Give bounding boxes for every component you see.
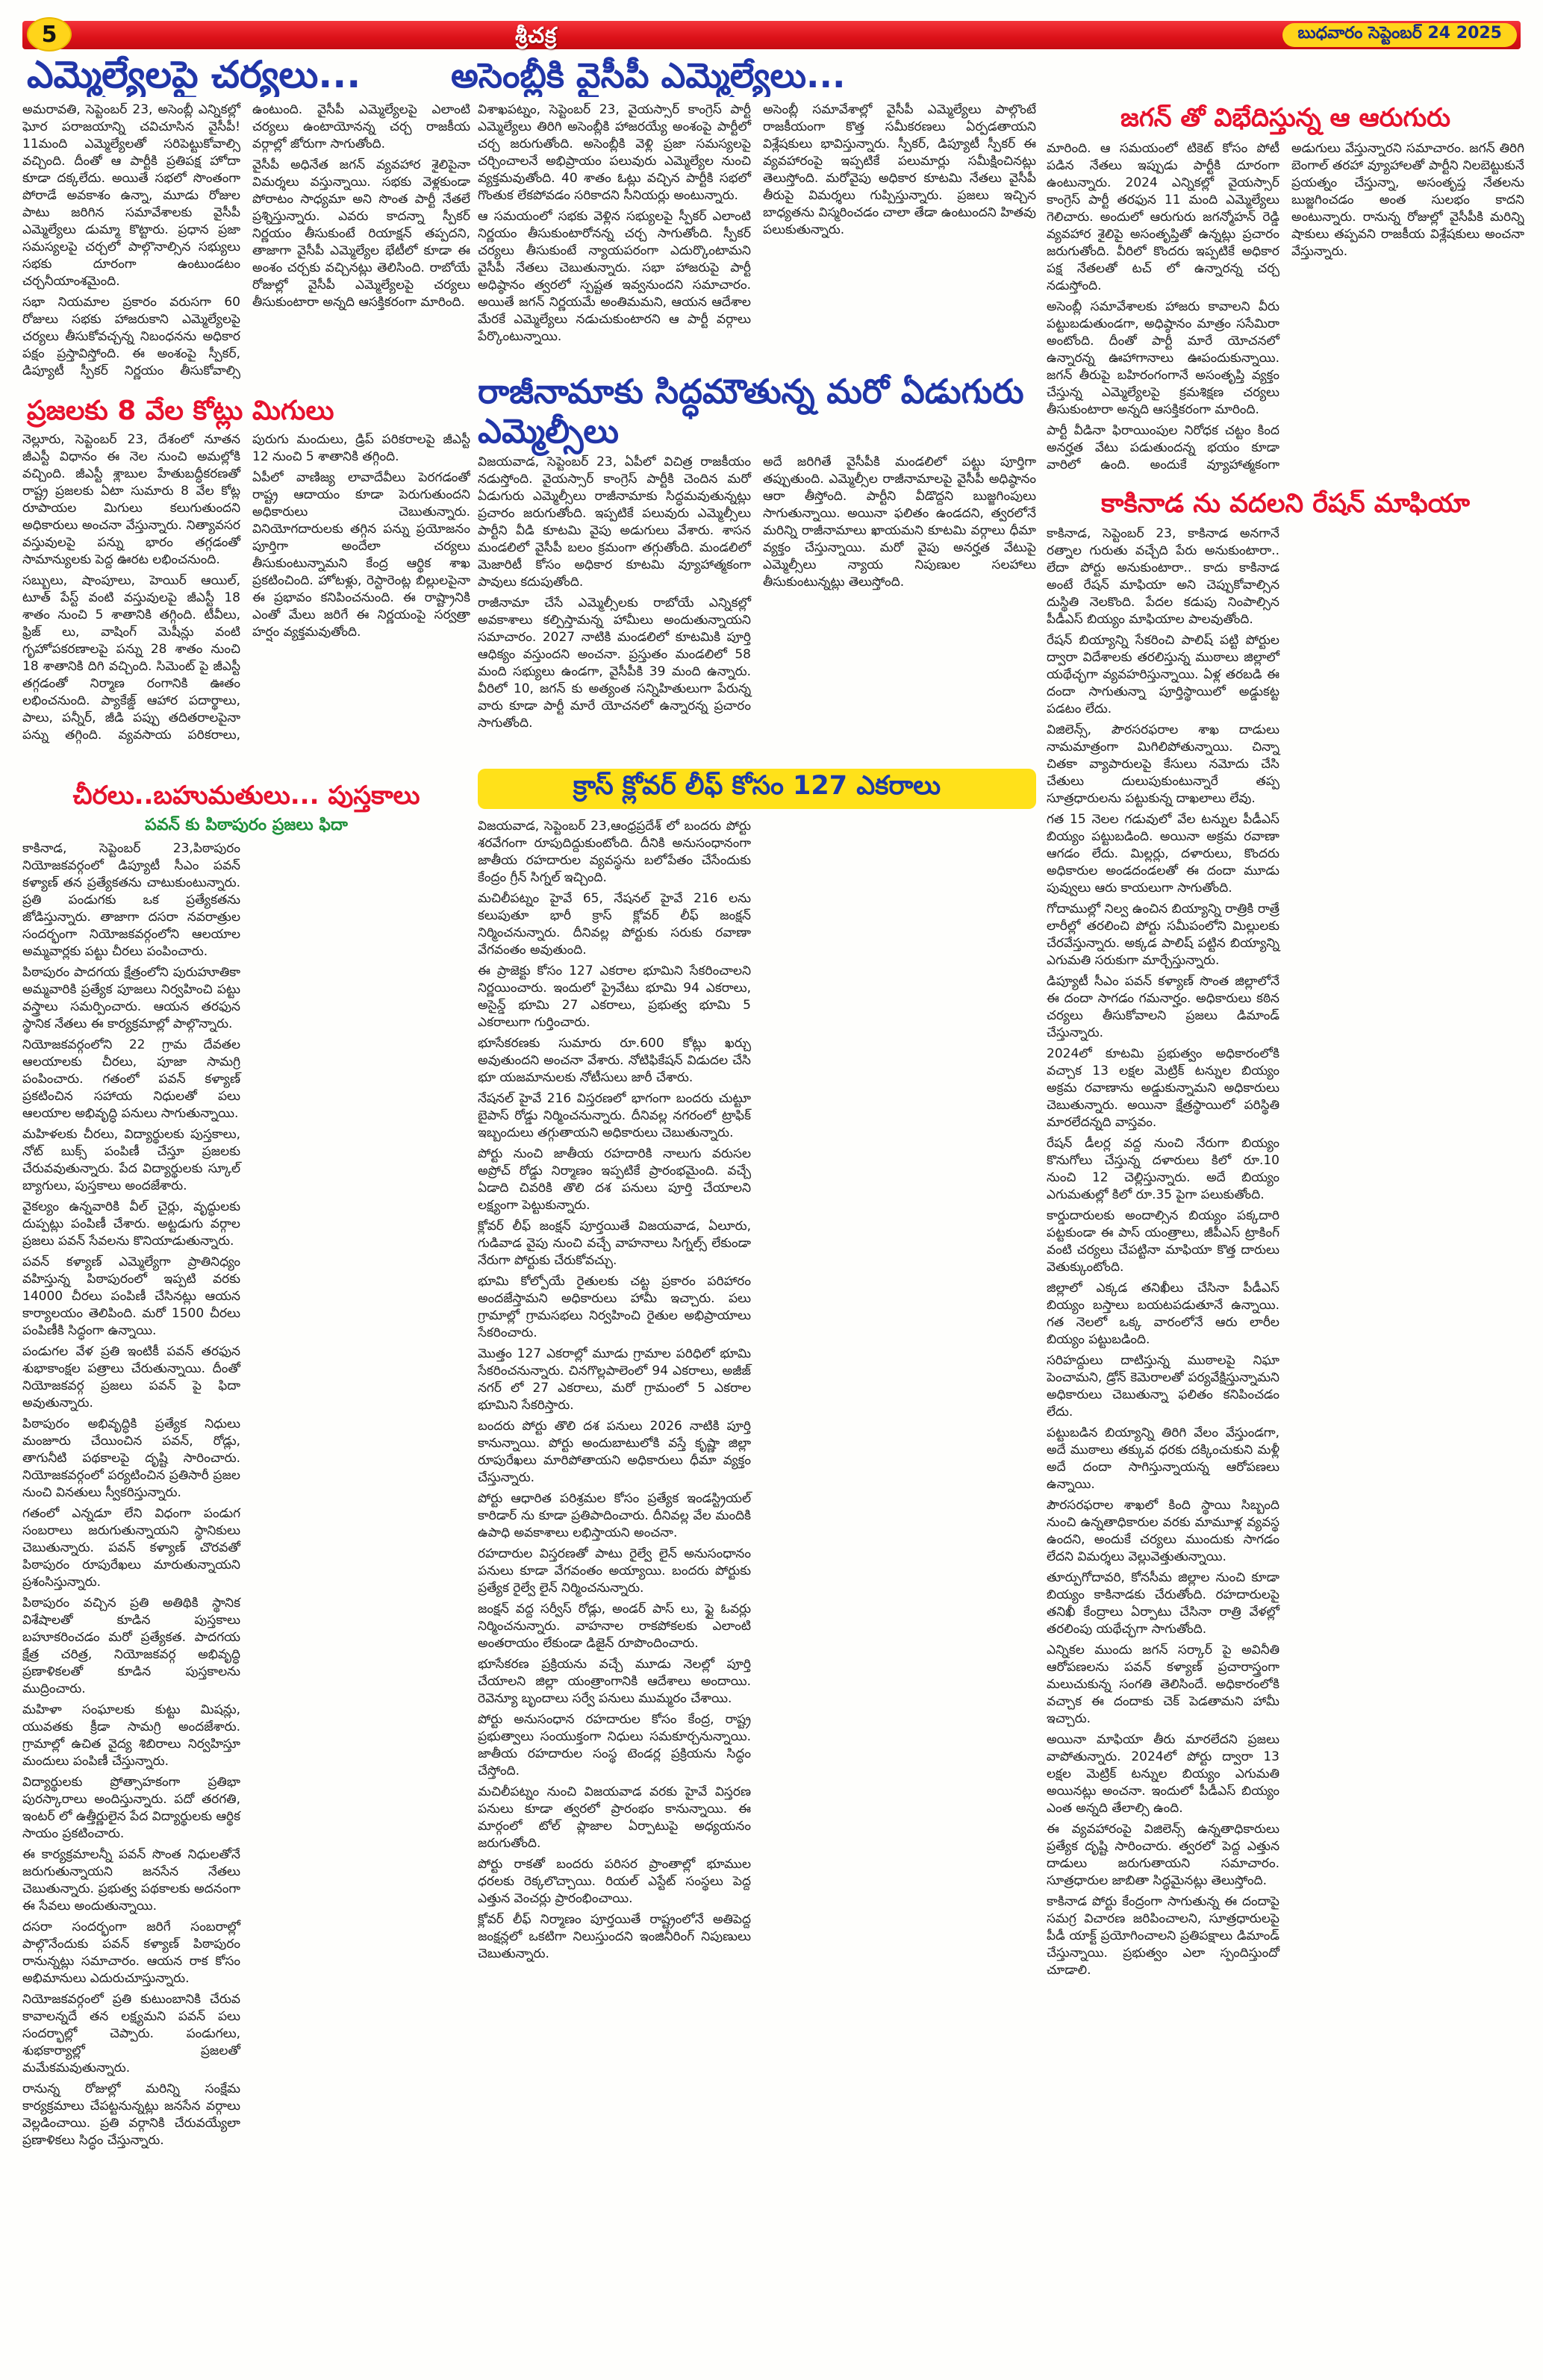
paragraph: మహిళా సంఘాలకు కుట్టు మిషన్లు, యువతకు క్రీడా సామగ్రి అందజేశారు. గ్రామాల్లో ఉచిత వైద్య శిబిరాలు నిర్వహిస్తూ మందులు పంపిణీ చేస్తున్నారు. — [22, 1702, 240, 1769]
paragraph: మహిళలకు చీరలు, విద్యార్థులకు పుస్తకాలు, నోట్ బుక్స్ పంపిణీ చేస్తూ ప్రజలకు చేరువవుతున్నారు. పేద విద్యార్థులకు స్కూల్ బ్యాగులు, పుస్తకాలు అందజేశారు. — [22, 1127, 240, 1193]
paragraph: భూసేకరణ ప్రక్రియను వచ్చే మూడు నెలల్లో పూర్తి చేయాలని జిల్లా యంత్రాంగానికి ఆదేశాలు అందాయి. రెవెన్యూ బృందాలు సర్వే పనులు ముమ్మరం చేశాయి. — [478, 1657, 751, 1706]
paragraph: వైసీపీ అధినేత జగన్ వ్యవహార శైలిపైనా విమర్శలు వస్తున్నాయి. సభకు వెళ్లకుండా పోరాటం సాధ్యమా అని సొంత పార్టీ నేతలే ప్రశ్నిస్తున్నారు. ఎవరు కాదన్నా స్పీకర్ నిర్ణయం తీసుకుంటే రియాక్షన్ తప్పదని, తాజాగా వైసీపీ ఎమ్మెల్యేల భేటీలో కూడా ఈ అంశం చర్చకు వచ్చినట్లు తెలిసింది. రాబోయే రోజుల్లో వైసీపీ ఎమ్మెల్యేలపై చర్యలు తీసుకుంటారా అన్నది ఆసక్తికరంగా మారింది. — [252, 157, 470, 310]
headline-ration-mafia: కాకినాడ ను వదలని రేషన్ మాఫియా — [1100, 489, 1471, 519]
paragraph: గోదాముల్లో నిల్వ ఉంచిన బియ్యాన్ని రాత్రికి రాత్రే లారీల్లో తరలించి పోర్టు సమీపంలోని మిల్లులకు చేరవేస్తున్నారు. అక్కడ పాలిష్ పట్టిన బియ్యాన్ని ఎగుమతి సరుకుగా మార్చేస్తున్నారు. — [1047, 902, 1279, 968]
article-assembly-ycp-body — [478, 101, 1036, 367]
paragraph: కార్డుదారులకు అందాల్సిన బియ్యం పక్కదారి పట్టకుండా ఈ పాస్ యంత్రాలు, జీపీఎస్ ట్రాకింగ్ వంటి చర్యలు చేపట్టినా మాఫియా కొత్త దారులు వెతుక్కుంటోంది. — [1047, 1208, 1279, 1275]
paragraph: డిప్యూటీ సీఎం పవన్ కళ్యాణ్ సొంత జిల్లాలోనే ఈ దందా సాగడం గమనార్హం. అధికారులు కఠిన చర్యలు తీసుకోవాలని ప్రజలు డిమాండ్ చేస్తున్నారు. — [1047, 974, 1279, 1040]
paragraph: దసరా సందర్భంగా జరిగే సంబరాల్లో పాల్గొనేందుకు పవన్ కళ్యాణ్ పిఠాపురం రానున్నట్లు సమాచారం. ఆయన రాక కోసం అభిమానులు ఎదురుచూస్తున్నారు. — [22, 1920, 240, 1986]
paragraph: విజిలెన్స్, పౌరసరఫరాల శాఖ దాడులు నామమాత్రంగా మిగిలిపోతున్నాయి. చిన్నా చితకా వ్యాపారులపై కేసులు నమోదు చేసి చేతులు దులుపుకుంటున్నారే తప్ప సూత్రధారులను పట్టుకున్న దాఖలాలు లేవు. — [1047, 722, 1279, 806]
paragraph: ఈ ప్రాజెక్టు కోసం 127 ఎకరాల భూమిని సేకరించాలని నిర్ణయించారు. ఇందులో ప్రైవేటు భూమి 94 ఎకరాలు, అసైన్డ్ భూమి 27 ఎకరాలు, ప్రభుత్వ భూమి 5 ఎకరాలుగా గుర్తించారు. — [478, 963, 751, 1030]
paragraph: కాకినాడ, సెప్టెంబర్ 23, కాకినాడ అనగానే రత్నాల గురుతు వచ్చేది పేరు అనుకుంటారా.. లేదా పోర్టు అనుకుంటారా.. కాదు కాకినాడ అంటే రేషన్ మాఫియా అని చెప్పుకోవాల్సిన దుస్థితి నెలకొంది. పేదల కడుపు నింపాల్సిన పీడీఎస్ బియ్యం మాఫియాల పాలవుతోంది. — [1047, 526, 1279, 627]
paragraph: విద్యార్థులకు ప్రోత్సాహకంగా ప్రతిభా పురస్కారాలు అందిస్తున్నారు. పదో తరగతి, ఇంటర్ లో ఉత్తీర్ణులైన పేద విద్యార్థులకు ఆర్థిక సాయం ప్రకటించారు. — [22, 1775, 240, 1841]
subhead-sarees-gifts: పవన్ కు పిఠాపురం ప్రజలు ఫిదా — [145, 816, 348, 834]
paragraph: పోర్టు ఆధారిత పరిశ్రమల కోసం ప్రత్యేక ఇండస్ట్రియల్ కారిడార్ ను కూడా ప్రతిపాదించారు. దీనివల్ల వేల మందికి ఉపాధి అవకాశాలు లభిస్తాయని అంచనా. — [478, 1491, 751, 1540]
paragraph: గతంలో ఎన్నడూ లేని విధంగా పండుగ సంబరాలు జరుగుతున్నాయని స్థానికులు చెబుతున్నారు. పవన్ కళ్యాణ్ చొరవతో పిఠాపురం రూపురేఖలు మారుతున్నాయని ప్రశంసిస్తున్నారు. — [22, 1506, 240, 1590]
paragraph: పౌరసరఫరాల శాఖలో కింది స్థాయి సిబ్బంది నుంచి ఉన్నతాధికారుల వరకు మామూళ్ల వ్యవస్థ ఉందని, అందుకే చర్యలు ముందుకు సాగడం లేదని విమర్శలు వెల్లువెత్తుతున్నాయి. — [1047, 1498, 1279, 1564]
paragraph: పోర్టు రాకతో బందరు పరిసర ప్రాంతాల్లో భూముల ధరలకు రెక్కలొచ్చాయి. రియల్ ఎస్టేట్ సంస్థలు పెద్ద ఎత్తున వెంచర్లు ప్రారంభించాయి. — [478, 1857, 751, 1906]
paragraph: పిఠాపురం అభివృద్ధికి ప్రత్యేక నిధులు మంజూరు చేయించిన పవన్, రోడ్లు, తాగునీటి పథకాలపై దృష్టి సారించారు. నియోజకవర్గంలో పర్యటించిన ప్రతిసారీ ప్రజల నుంచి వినతులు స్వీకరిస్తున్నారు. — [22, 1417, 240, 1500]
paragraph: రానున్న రోజుల్లో మరిన్ని సంక్షేమ కార్యక్రమాలు చేపట్టనున్నట్లు జనసేన వర్గాలు వెల్లడించాయి. ప్రతి వర్గానికి చేరువయ్యేలా ప్రణాళికలు సిద్ధం చేస్తున్నారు. — [22, 2081, 240, 2148]
paragraph: అయినా మాఫియా తీరు మారలేదని ప్రజలు వాపోతున్నారు. 2024లో పోర్టు ద్వారా 13 లక్షల మెట్రిక్ టన్నుల బియ్యం ఎగుమతి అయినట్లు అంచనా. ఇందులో పీడీఎస్ బియ్యం ఎంత అన్నది తేలాల్సి ఉంది. — [1047, 1732, 1279, 1816]
paragraph: సభా నియమాల ప్రకారం వరుసగా 60 రోజులు సభకు హాజరుకాని ఎమ్మెల్యేలపై చర్యలు తీసుకోవచ్చన్న నిబంధనను అధికార పక్షం ప్రస్తావిస్తోంది. ఈ అంశంపై స్పీకర్, డిప్యూటీ స్పీకర్ నిర్ణయం తీసుకోవాల్సి ఉంటుంది. వైసీపీ ఎమ్మెల్యేలపై ఎలాంటి చర్యలు ఉంటాయోనన్న చర్చ రాజకీయ వర్గాల్లో జోరుగా సాగుతోంది. — [22, 102, 470, 378]
paragraph: రహదారుల విస్తరణతో పాటు రైల్వే లైన్ అనుసంధానం పనులు కూడా వేగవంతం అయ్యాయి. బందరు పోర్టుకు ప్రత్యేక రైల్వే లైన్ నిర్మించనున్నారు. — [478, 1546, 751, 1596]
paragraph: అసెంబ్లీ సమావేశాల్లో వైసీపీ ఎమ్మెల్యేలు పాల్గొంటే రాజకీయంగా కొత్త సమీకరణలు ఏర్పడతాయని విశ్లేషకులు భావిస్తున్నారు. స్పీకర్, డిప్యూటీ స్పీకర్ ఈ వ్యవహారంపై ఇప్పటికే పలుమార్లు సమీక్షించినట్లు తెలుస్తోంది. మరోవైపు అధికార కూటమి నేతలు వైసీపీ తీరుపై విమర్శలు గుప్పిస్తున్నారు. ప్రజలు ఇచ్చిన బాధ్యతను విస్మరించడం చాలా తేడా ఉంటుందని హితవు పలుకుతున్నారు. — [763, 102, 1036, 237]
paragraph: రేషన్ డీలర్ల వద్ద నుంచి నేరుగా బియ్యం కొనుగోలు చేస్తున్న దళారులు కిలో రూ.10 నుంచి 12 చెల్లిస్తున్నారు. అదే బియ్యం ఎగుమతుల్లో కిలో రూ.35 పైగా పలుకుతోంది. — [1047, 1136, 1279, 1202]
paragraph: ఈ వ్యవహారంపై విజిలెన్స్ ఉన్నతాధికారులు ప్రత్యేక దృష్టి సారించారు. త్వరలో పెద్ద ఎత్తున దాడులు జరుగుతాయని సమాచారం. సూత్రధారుల జాబితా సిద్ధమైనట్లు తెలుస్తోంది. — [1047, 1822, 1279, 1888]
article-clover-leaf-body — [478, 818, 1036, 2357]
paragraph: గత 15 నెలల గడువులో వేల టన్నుల పీడీఎస్ బియ్యం పట్టుబడింది. అయినా అక్రమ రవాణా ఆగడం లేదు. మిల్లర్లు, దళారులు, కొందరు అధికారుల అండదండలతో ఈ దందా మూడు పువ్వులు ఆరు కాయలుగా సాగుతోంది. — [1047, 812, 1279, 896]
paragraph: నియోజకవర్గంలో ప్రతి కుటుంబానికి చేరువ కావాలన్నదే తన లక్ష్యమని పవన్ పలు సందర్భాల్లో చెప్పారు. పండుగలు, శుభకార్యాల్లో ప్రజలతో మమేకమవుతున్నారు. — [22, 1992, 240, 2076]
paragraph: నియోజకవర్గంలోని 22 గ్రామ దేవతల ఆలయాలకు చీరలు, పూజా సామగ్రి పంపించారు. గతంలో పవన్ కళ్యాణ్ ప్రకటించిన సహాయ నిధులతో పలు ఆలయాల అభివృద్ధి పనులు సాగుతున్నాయి. — [22, 1037, 240, 1121]
paragraph: కాకినాడ పోర్టు కేంద్రంగా సాగుతున్న ఈ దందాపై సమగ్ర విచారణ జరిపించాలని, సూత్రధారులపై పీడీ యాక్ట్ ప్రయోగించాలని ప్రతిపక్షాలు డిమాండ్ చేస్తున్నాయి. ప్రభుత్వం ఎలా స్పందిస్తుందో చూడాలి. — [1047, 1894, 1279, 1978]
paragraph: అదే జరిగితే వైసీపీకి మండలిలో పట్టు పూర్తిగా తప్పుతుంది. ఎమ్మెల్సీల రాజీనామాలపై వైసీపీ అధిష్ఠానం ఆరా తీస్తోంది. పార్టీని వీడొద్దని బుజ్జగింపులు సాగుతున్నాయి. అయినా ఫలితం ఉండదని, త్వరలోనే మరిన్ని రాజీనామాలు ఖాయమని కూటమి వర్గాలు ధీమా వ్యక్తం చేస్తున్నాయి. మరో వైపు అనర్హత వేటుపై ఎమ్మెల్సీలు న్యాయ నిపుణుల సలహాలు తీసుకుంటున్నట్లు తెలుస్తోంది. — [763, 455, 1036, 590]
paragraph: పిఠాపురం వచ్చిన ప్రతి అతిథికి స్థానిక విశేషాలతో కూడిన పుస్తకాలు బహూకరించడం మరో ప్రత్యేకత. పాదగయ క్షేత్ర చరిత్ర, నియోజకవర్గ అభివృద్ధి ప్రణాళికలతో కూడిన పుస్తకాలను ముద్రించారు. — [22, 1596, 240, 1696]
paragraph: భూసేకరణకు సుమారు రూ.600 కోట్లు ఖర్చు అవుతుందని అంచనా వేశారు. నోటిఫికేషన్ విడుదల చేసి భూ యజమానులకు నోటీసులు జారీ చేశారు. — [478, 1036, 751, 1085]
paragraph: అసెంబ్లీ సమావేశాలకు హాజరు కావాలని వీరు పట్టుబడుతుండగా, అధిష్ఠానం మాత్రం ససేమిరా అంటోంది. దీంతో పార్టీ మారే యోచనలో ఉన్నారన్న ఊహాగానాలు ఊపందుకున్నాయి. జగన్ తీరుపై బహిరంగంగానే అసంతృప్తి వ్యక్తం చేస్తున్న ఎమ్మెల్యేలపై క్రమశిక్షణ చర్యలు తీసుకుంటారా అన్నది ఆసక్తికరంగా మారింది. — [1047, 299, 1279, 417]
headline-assembly-ycp: అసెంబ్లీకి వైసీపీ ఎమ్మెల్యేలు... — [451, 55, 846, 96]
paragraph: ఆ సమయంలో సభకు వెళ్లిన సభ్యులపై స్పీకర్ ఎలాంటి నిర్ణయం తీసుకుంటారోనన్న చర్చ సాగుతోంది. స్పీకర్ చర్యలు తీసుకుంటే న్యాయపరంగా ఎదుర్కొంటామని వైసీపీ నేతలు చెబుతున్నారు. సభా హాజరుపై పార్టీ అధిష్ఠానం త్వరలో స్పష్టత ఇవ్వనుందని సమాచారం. అయితే జగన్ నిర్ణయమే అంతిమమని, ఆయన ఆదేశాల మేరకే ఎమ్మెల్యేలు నడుచుకుంటారని ఆ పార్టీ వర్గాలు పేర్కొంటున్నాయి. — [478, 209, 751, 344]
paragraph: విజయవాడ, సెప్టెంబర్ 23, ఏపీలో విచిత్ర రాజకీయం నడుస్తోంది. వైయస్సార్ కాంగ్రెస్ పార్టీకి చెందిన మరో ఏడుగురు ఎమ్మెల్సీలు రాజీనామాకు సిద్ధమవుతున్నట్లు ప్రచారం జరుగుతోంది. ఇప్పటికే పలువురు ఎమ్మెల్సీలు పార్టీని వీడి కూటమి వైపు అడుగులు వేశారు. శాసన మండలిలో వైసీపీ బలం క్రమంగా తగ్గుతోంది. మండలిలో మెజారిటీ కోసం అధికార కూటమి వ్యూహాత్మకంగా పావులు కదుపుతోంది. — [478, 455, 751, 590]
headline-mla-actions: ఎమ్మెల్యేలపై చర్యలు... — [27, 53, 361, 96]
article-sarees-gifts-body — [22, 840, 470, 2357]
paragraph: పోర్టు అనుసంధాన రహదారుల కోసం కేంద్ర, రాష్ట్ర ప్రభుత్వాలు సంయుక్తంగా నిధులు సమకూర్చనున్నాయి. జాతీయ రహదారుల సంస్థ టెండర్ల ప్రక్రియను సిద్ధం చేస్తోంది. — [478, 1712, 751, 1778]
paragraph: మొత్తం 127 ఎకరాల్లో మూడు గ్రామాల పరిధిలో భూమి సేకరించనున్నారు. చినగొల్లపాలెంలో 94 ఎకరాలు, అజీజ్ నగర్ లో 27 ఎకరాలు, మరో గ్రామంలో 5 ఎకరాల భూమిని సేకరిస్తారు. — [478, 1346, 751, 1413]
paragraph: అమరావతి, సెప్టెంబర్ 23, అసెంబ్లీ ఎన్నికల్లో ఘోర పరాజయాన్ని చవిచూసిన వైసీపీ! 11మంది ఎమ్మెల్యేలతో సరిపెట్టుకోవాల్సి వచ్చింది. దీంతో ఆ పార్టీకి ప్రతిపక్ష హోదా కూడా దక్కలేదు. అయితే సభలో సొంతంగా పోరాడే అవకాశం ఉన్నా, మూడు రోజుల పాటు జరిగిన సమావేశాలకు వైసీపీ ఎమ్మెల్యేలు డుమ్మా కొట్టారు. ప్రధాన ప్రజా సమస్యలపై చర్చలో పాల్గొనాల్సిన సభ్యులు సభకు దూరంగా ఉంటుండటం చర్చనీయాంశమైంది. — [22, 102, 240, 289]
headline-mlc-resign: రాజీనామాకు సిద్ధమౌతున్న మరో ఏడుగురు ఎమ్మెల్సీలు — [478, 372, 1024, 451]
paragraph: ఈ కార్యక్రమాలన్నీ పవన్ సొంత నిధులతోనే జరుగుతున్నాయని జనసేన నేతలు చెబుతున్నారు. ప్రభుత్వ పథకాలకు అదనంగా ఈ సేవలు అందుతున్నాయి. — [22, 1847, 240, 1914]
date-badge — [1282, 23, 1517, 47]
paragraph: తూర్పుగోదావరి, కోనసీమ జిల్లాల నుంచి కూడా బియ్యం కాకినాడకు చేరుతోంది. రహదారులపై తనిఖీ కేంద్రాలు ఏర్పాటు చేసినా రాత్రి వేళల్లో తరలింపు యథేచ్ఛగా సాగుతోంది. — [1047, 1570, 1279, 1637]
page-number-badge — [27, 17, 72, 51]
article-jagan-six-body — [1047, 140, 1524, 481]
paragraph: 2024లో కూటమి ప్రభుత్వం అధికారంలోకి వచ్చాక 13 లక్షల మెట్రిక్ టన్నుల బియ్యం అక్రమ రవాణాను అడ్డుకున్నామని అధికారులు చెబుతున్నారు. అయినా క్షేత్రస్థాయిలో పరిస్థితి మారలేదన్నది వాస్తవం. — [1047, 1046, 1279, 1130]
paragraph: మారింది. ఆ సమయంలో టికెట్ కోసం పోటీ పడిన నేతలు ఇప్పుడు పార్టీకి దూరంగా ఉంటున్నారు. 2024 ఎన్నికల్లో వైయస్సార్ కాంగ్రెస్ పార్టీ తరఫున 11 మంది ఎమ్మెల్యేలు గెలిచారు. అందులో ఆరుగురు జగన్మోహన్ రెడ్డి వ్యవహార శైలిపై అసంతృప్తితో ఉన్నట్లు ప్రచారం జరుగుతోంది. వీరిలో కొందరు ఇప్పటికే అధికార పక్ష నేతలతో టచ్ లో ఉన్నారన్న చర్చ నడుస్తోంది. — [1047, 141, 1279, 293]
paragraph: పార్టీ వీడినా ఫిరాయింపుల నిరోధక చట్టం కింద అనర్హత వేటు పడుతుందన్న భయం కూడా వారిలో ఉంది. అందుకే వ్యూహాత్మకంగా అడుగులు వేస్తున్నారని సమాచారం. జగన్ తిరిగి బెంగాల్ తరహా వ్యూహాలతో పార్టీని నిలబెట్టుకునే ప్రయత్నం చేస్తున్నా, అసంతృప్త నేతలను బుజ్జగించడం అంత సులభం కాదని అంటున్నారు. రానున్న రోజుల్లో వైసీపీకి మరిన్ని షాకులు తప్పవని రాజకీయ విశ్లేషకులు అంచనా వేస్తున్నారు. — [1047, 141, 1524, 472]
paragraph: రాజీనామా చేసే ఎమ్మెల్సీలకు రాబోయే ఎన్నికల్లో అవకాశాలు కల్పిస్తామన్న హామీలు అందుతున్నాయని సమాచారం. 2027 నాటికి మండలిలో కూటమికి పూర్తి ఆధిక్యం వస్తుందని అంచనా. ప్రస్తుతం మండలిలో 58 మంది సభ్యులు ఉండగా, వైసీపీకి 39 మంది ఉన్నారు. వీరిలో 10, జగన్ కు అత్యంత సన్నిహితులుగా పేరున్న వారు కూడా పార్టీ మారే యోచనలో ఉన్నారన్న ప్రచారం సాగుతోంది. — [478, 596, 751, 731]
paragraph: నెల్లూరు, సెప్టెంబర్ 23, దేశంలో నూతన జీఎస్టీ విధానం ఈ నెల నుంచి అమల్లోకి వచ్చింది. జీఎస్టీ శ్లాబుల హేతుబద్ధీకరణతో రాష్ట్ర ప్రజలకు ఏటా సుమారు 8 వేల కోట్ల రూపాయల మిగులు కలుగుతుందని అధికారులు అంచనా వేస్తున్నారు. నిత్యావసర వస్తువులపై పన్ను భారం తగ్గడంతో సామాన్యులకు పెద్ద ఊరట లభించనుంది. — [22, 432, 240, 567]
headline-band-clover-leaf — [478, 769, 1036, 809]
headline-gst-surplus: ప్రజలకు 8 వేల కోట్లు మిగులు — [27, 396, 334, 426]
paragraph: పండుగల వేళ ప్రతి ఇంటికీ పవన్ తరఫున శుభాకాంక్షల పత్రాలు చేరుతున్నాయి. దీంతో నియోజకవర్గ ప్రజలు పవన్ పై ఫిదా అవుతున్నారు. — [22, 1344, 240, 1411]
paragraph: పవన్ కళ్యాణ్ ఎమ్మెల్యేగా ప్రాతినిధ్యం వహిస్తున్న పిఠాపురంలో ఇప్పటి వరకు 14000 చీరలు పంపిణీ చేసినట్లు ఆయన కార్యాలయం తెలిపింది. మరో 1500 చీరలు పంపిణీకి సిద్ధంగా ఉన్నాయి. — [22, 1255, 240, 1338]
paragraph: జిల్లాలో ఎక్కడ తనిఖీలు చేసినా పీడీఎస్ బియ్యం బస్తాలు బయటపడుతూనే ఉన్నాయి. గత నెలలో ఒక్క వారంలోనే ఆరు లారీల బియ్యం పట్టుబడింది. — [1047, 1281, 1279, 1347]
paragraph: క్లోవర్ లీఫ్ జంక్షన్ పూర్తయితే విజయవాడ, ఏలూరు, గుడివాడ వైపు నుంచి వచ్చే వాహనాలు సిగ్నల్స్ లేకుండా నేరుగా పోర్టుకు చేరుకోవచ్చు. — [478, 1219, 751, 1268]
paragraph: మచిలీపట్నం హైవే 65, నేషనల్ హైవే 216 లను కలుపుతూ భారీ క్రాస్ క్లోవర్ లీఫ్ జంక్షన్ నిర్మించనున్నారు. దీనివల్ల పోర్టుకు సరుకు రవాణా వేగవంతం అవుతుంది. — [478, 891, 751, 958]
masthead-bar — [22, 21, 1521, 49]
page-number: 5 — [41, 21, 57, 48]
article-gst-surplus-body — [22, 431, 470, 775]
paragraph: మచిలీపట్నం నుంచి విజయవాడ వరకు హైవే విస్తరణ పనులు కూడా త్వరలో ప్రారంభం కానున్నాయి. ఈ మార్గంలో టోల్ ప్లాజాల ఏర్పాటుపై అధ్యయనం జరుగుతోంది. — [478, 1784, 751, 1851]
paragraph: నేషనల్ హైవే 216 విస్తరణలో భాగంగా బందరు చుట్టూ బైపాస్ రోడ్డు నిర్మించనున్నారు. దీనివల్ల నగరంలో ట్రాఫిక్ ఇబ్బందులు తగ్గుతాయని అధికారులు చెబుతున్నారు. — [478, 1091, 751, 1140]
paragraph: పోర్టు నుంచి జాతీయ రహదారికి నాలుగు వరుసల అప్రోచ్ రోడ్డు నిర్మాణం ఇప్పటికే ప్రారంభమైంది. వచ్చే ఏడాది చివరికి తొలి దశ పనులు పూర్తి చేయాలని లక్ష్యంగా పెట్టుకున్నారు. — [478, 1146, 751, 1213]
paragraph: సబ్బులు, షాంపూలు, హెయిర్ ఆయిల్, టూత్ పేస్ట్ వంటి వస్తువులపై జీఎస్టీ 18 శాతం నుంచి 5 శాతానికి తగ్గింది. టీవీలు, ఫ్రిజ్ లు, వాషింగ్ మెషీన్లు వంటి గృహోపకరణాలపై పన్ను 28 శాతం నుంచి 18 శాతానికి దిగి వచ్చింది. సిమెంట్ పై జీఎస్టీ తగ్గడంతో నిర్మాణ రంగానికి ఊతం లభించనుంది. ప్యాకేజ్డ్ ఆహార పదార్థాలు, పాలు, పన్నీర్, జీడి పప్పు తదితరాలపైనా పన్ను తగ్గింది. వ్యవసాయ పరికరాలు, పురుగు మందులు, డ్రిప్ పరికరాలపై జీఎస్టీ 12 నుంచి 5 శాతానికి తగ్గింది. — [22, 432, 470, 743]
article-mla-actions-body — [22, 101, 470, 390]
paragraph: బందరు పోర్టు తొలి దశ పనులు 2026 నాటికి పూర్తి కానున్నాయి. పోర్టు అందుబాటులోకి వస్తే కృష్ణా జిల్లా రూపురేఖలు మారిపోతాయని అధికారులు ధీమా వ్యక్తం చేస్తున్నారు. — [478, 1419, 751, 1485]
article-ration-mafia-body — [1047, 525, 1524, 2357]
paragraph: పట్టుబడిన బియ్యాన్ని తిరిగి వేలం వేస్తుండగా, అదే ముఠాలు తక్కువ ధరకు దక్కించుకుని మళ్లీ అదే దందా సాగిస్తున్నాయన్న ఆరోపణలు ఉన్నాయి. — [1047, 1425, 1279, 1492]
paragraph: సరిహద్దులు దాటిస్తున్న ముఠాలపై నిఘా పెంచామని, డ్రోన్ కెమెరాలతో పర్యవేక్షిస్తున్నామని అధికారులు చెబుతున్నా ఫలితం కనిపించడం లేదు. — [1047, 1353, 1279, 1419]
paragraph: పిఠాపురం పాదగయ క్షేత్రంలోని పురుహూతికా అమ్మవారికి ప్రత్యేక పూజలు నిర్వహించి పట్టు వస్త్రాలు సమర్పించారు. ఆయన తరఫున స్థానిక నేతలు ఈ కార్యక్రమాల్లో పాల్గొన్నారు. — [22, 965, 240, 1031]
article-mlc-resign-body — [478, 454, 1036, 764]
paragraph: ఏపీలో వాణిజ్య లావాదేవీలు పెరగడంతో రాష్ట్ర ఆదాయం కూడా పెరుగుతుందని అధికారులు చెబుతున్నారు. వినియోగదారులకు తగ్గిన పన్ను ప్రయోజనం పూర్తిగా అందేలా చర్యలు తీసుకుంటున్నామని కేంద్ర ఆర్థిక శాఖ ప్రకటించింది. హోటళ్లు, రెస్టారెంట్ల బిల్లులపైనా ఈ ప్రభావం కనిపించనుంది. ఈ రాష్ట్రానికి ఎంతో మేలు జరిగే ఈ నిర్ణయంపై సర్వత్రా హర్షం వ్యక్తమవుతోంది. — [252, 470, 470, 640]
edition-date: బుధవారం సెప్టెంబర్ 24 2025 — [1297, 24, 1502, 43]
paragraph: క్లోవర్ లీఫ్ నిర్మాణం పూర్తయితే రాష్ట్రంలోనే అతిపెద్ద జంక్షన్లలో ఒకటిగా నిలుస్తుందని ఇంజినీరింగ్ నిపుణులు చెబుతున్నారు. — [478, 1912, 751, 1961]
headline-clover-leaf: క్రాస్ క్లోవర్ లీఫ్ కోసం 127 ఎకరాలు — [573, 771, 941, 801]
paragraph: ఎన్నికల ముందు జగన్ సర్కార్ పై అవినీతి ఆరోపణలను పవన్ కళ్యాణ్ ప్రచారాస్త్రంగా మలుచుకున్న సంగతి తెలిసిందే. అధికారంలోకి వచ్చాక ఈ దందాకు చెక్ పెడతామని హామీ ఇచ్చారు. — [1047, 1643, 1279, 1726]
paragraph: విశాఖపట్నం, సెప్టెంబర్ 23, వైయస్సార్ కాంగ్రెస్ పార్టీ ఎమ్మెల్యేలు తిరిగి అసెంబ్లీకి హాజరయ్యే అంశంపై పార్టీలో చర్చ జరుగుతోంది. అసెంబ్లీకి వెళ్లి ప్రజా సమస్యలపై చర్చించాలనే అభిప్రాయం పలువురు ఎమ్మెల్యేల నుంచి వ్యక్తమవుతోంది. 40 శాతం ఓట్లు వచ్చిన పార్టీకి సభలో గొంతుక లేకపోవడం సరికాదని సీనియర్లు అంటున్నారు. — [478, 102, 751, 203]
paragraph: భూమి కోల్పోయే రైతులకు చట్ట ప్రకారం పరిహారం అందజేస్తామని అధికారులు హామీ ఇచ్చారు. పలు గ్రామాల్లో గ్రామసభలు నిర్వహించి రైతుల అభిప్రాయాలు సేకరించారు. — [478, 1274, 751, 1340]
headline-jagan-six: జగన్ తో విభేదిస్తున్న ఆ ఆరుగురు — [1120, 103, 1451, 133]
headline-sarees-gifts: చీరలు..బహుమతులు... పుస్తకాలు — [72, 781, 420, 810]
paragraph: జంక్షన్ వద్ద సర్వీస్ రోడ్లు, అండర్ పాస్ లు, ఫ్లై ఓవర్లు నిర్మించనున్నారు. వాహనాల రాకపోకలకు ఎలాంటి అంతరాయం లేకుండా డిజైన్ రూపొందించారు. — [478, 1602, 751, 1651]
paragraph: కాకినాడ, సెప్టెంబర్ 23,పిఠాపురం నియోజకవర్గంలో డిప్యూటీ సీఎం పవన్ కళ్యాణ్ తన ప్రత్యేకతను చాటుకుంటున్నారు. ప్రతి పండుగకు ఒక ప్రత్యేకతను జోడిస్తున్నారు. తాజాగా దసరా నవరాత్రుల సందర్భంగా నియోజకవర్గంలోని ఆలయాల అమ్మవార్లకు పట్టు చీరలు పంపించారు. — [22, 841, 240, 959]
paper-logo: శ్రీచక్ర — [515, 22, 558, 48]
paragraph: వైకల్యం ఉన్నవారికి వీల్ చైర్లు, వృద్ధులకు దుప్పట్లు పంపిణీ చేశారు. అట్టడుగు వర్గాల ప్రజలు పవన్ సేవలను కొనియాడుతున్నారు. — [22, 1199, 240, 1249]
paragraph: రేషన్ బియ్యాన్ని సేకరించి పాలిష్ పట్టి పోర్టుల ద్వారా విదేశాలకు తరలిస్తున్న ముఠాలు జిల్లాలో యథేచ్ఛగా వ్యవహరిస్తున్నాయి. ఏళ్ల తరబడి ఈ దందా సాగుతున్నా పూర్తిస్థాయిలో అడ్డుకట్ట పడటం లేదు. — [1047, 633, 1279, 716]
paragraph: విజయవాడ, సెప్టెంబర్ 23,ఆంధ్రప్రదేశ్ లో బందరు పోర్టు శరవేగంగా రూపుదిద్దుకుంటోంది. దీనికి అనుసంధానంగా జాతీయ రహదారుల వ్యవస్థను బలోపేతం చేసేందుకు కేంద్రం గ్రీన్ సిగ్నల్ ఇచ్చింది. — [478, 819, 751, 885]
